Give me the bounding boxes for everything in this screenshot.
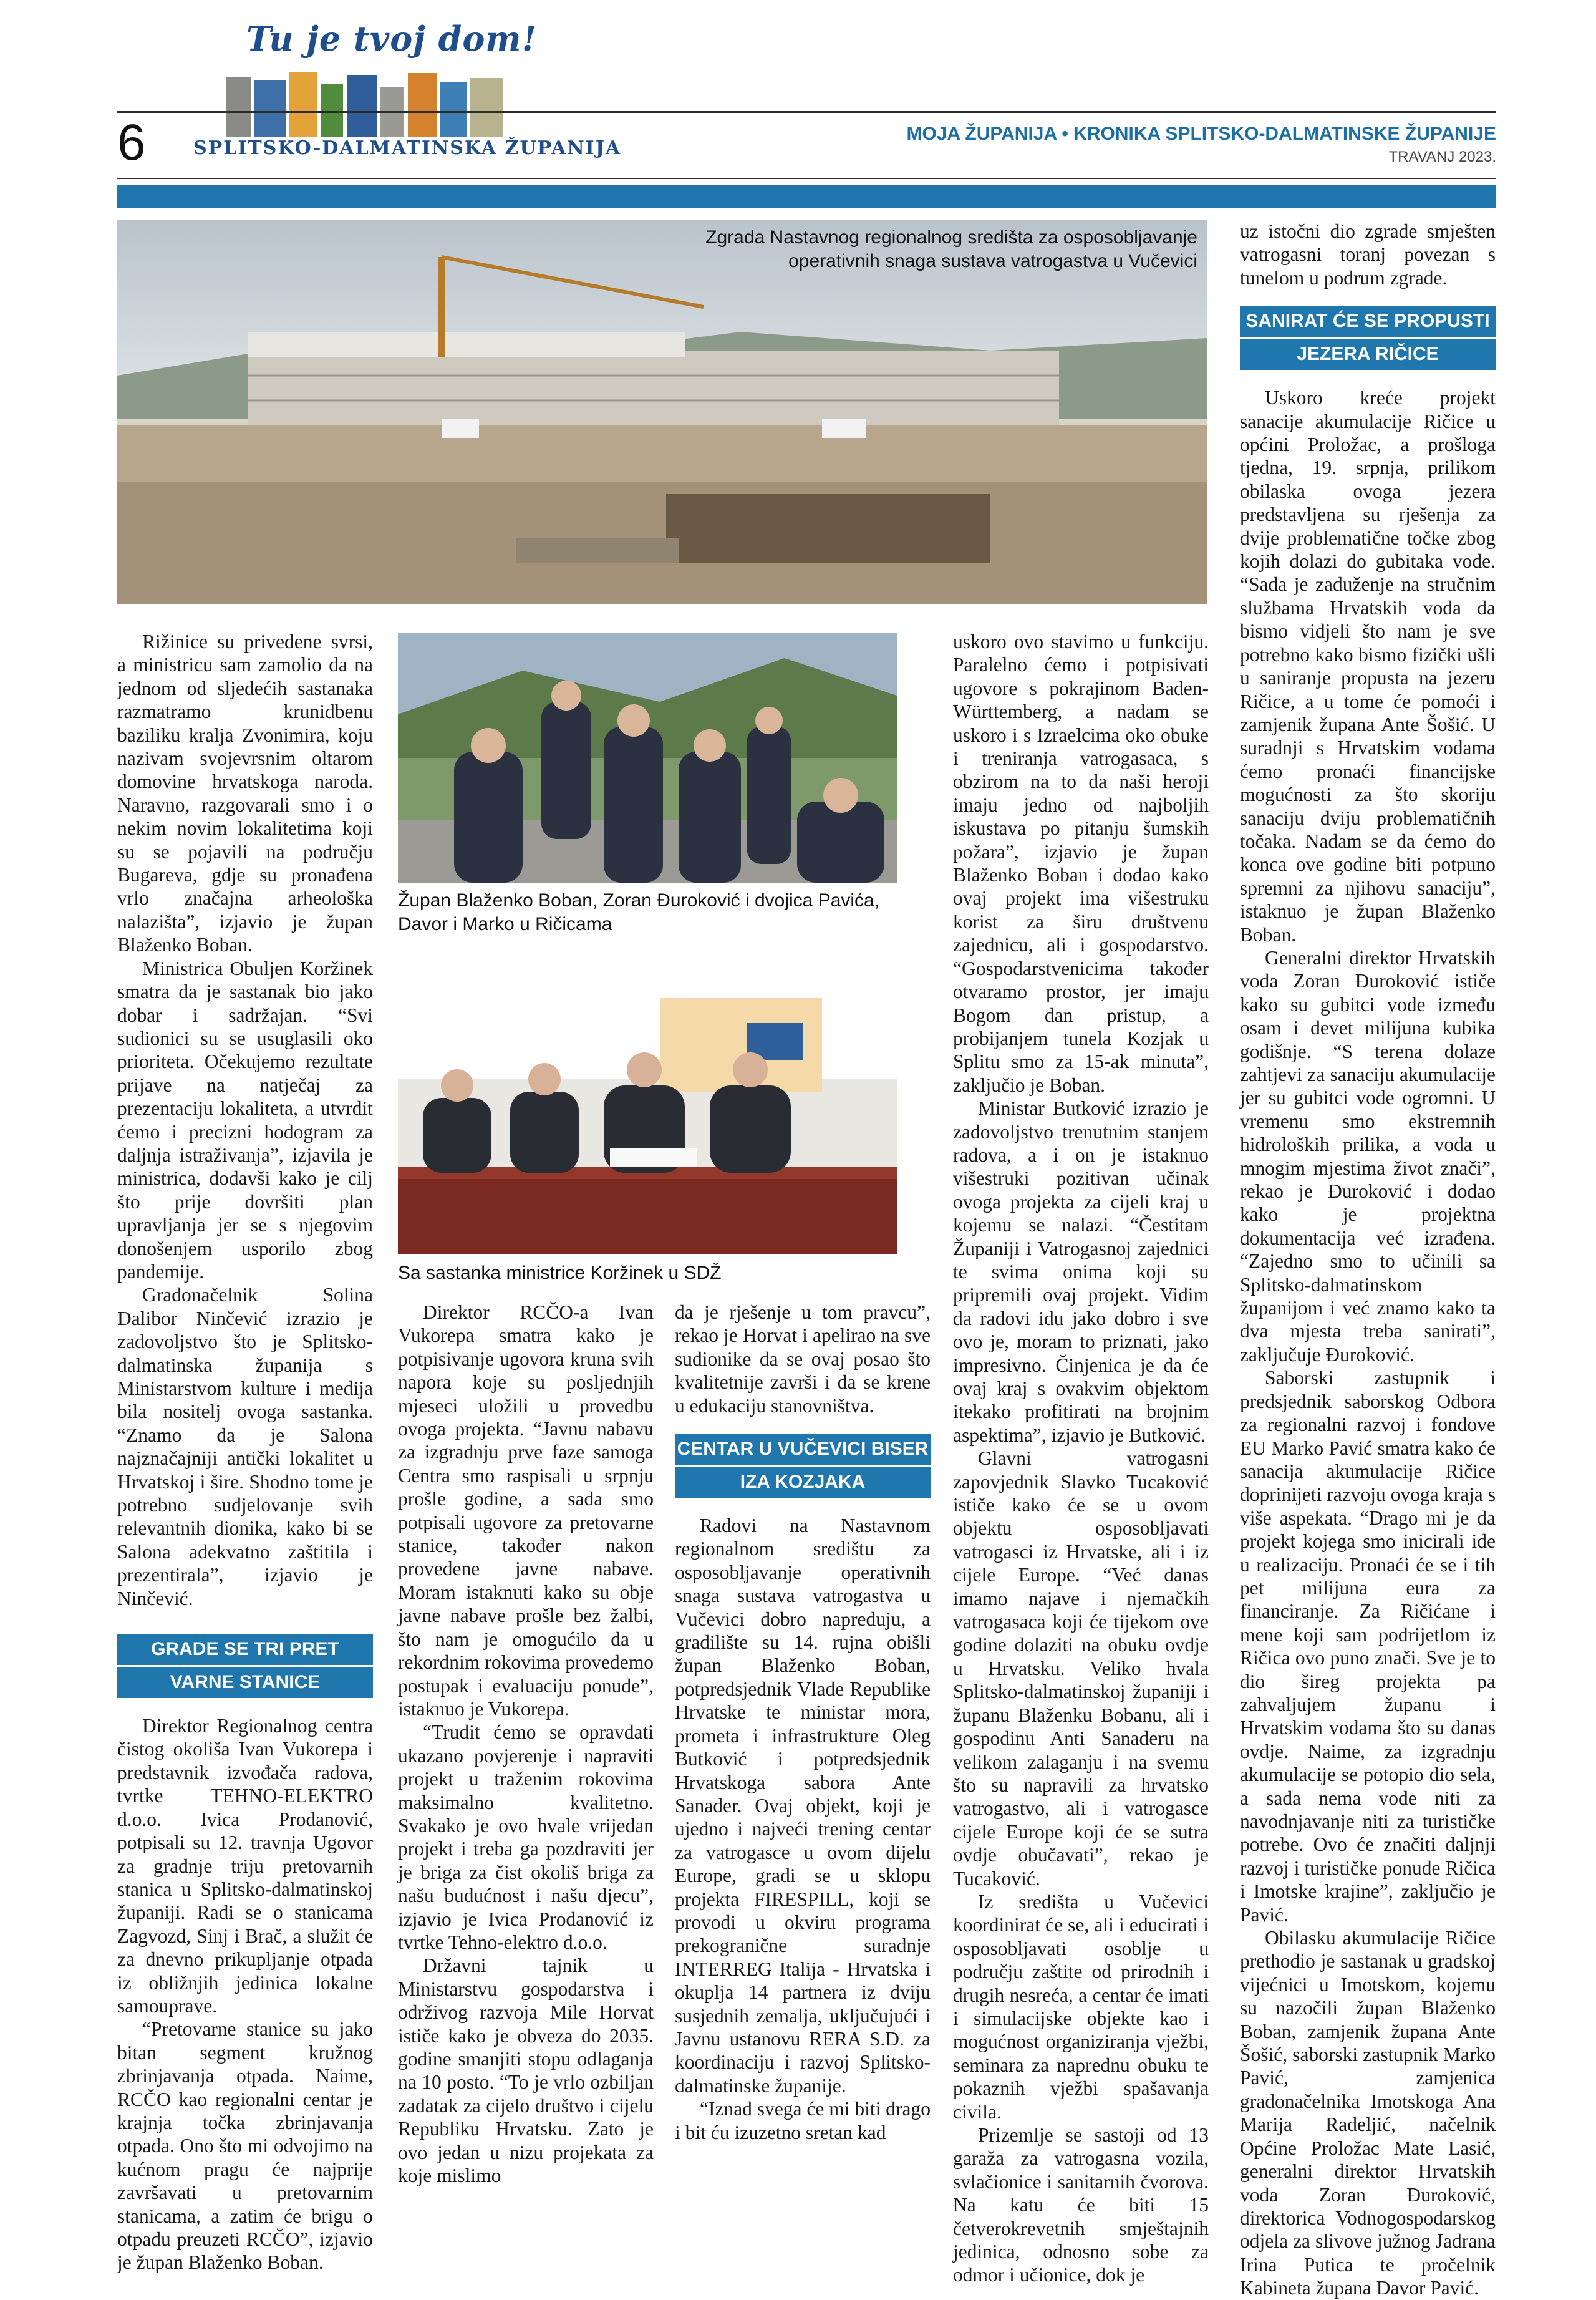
header-info	[906, 124, 1496, 166]
subheading-box	[117, 1665, 373, 1698]
paragraph: Gradonačelnik Solina Dalibor Ninčević izrazio je zadovoljstvo što je Splitsko-dalmatinska županija s Ministarstvom kulture i medija bila nositelj ovoga sastanka. “Znamo da je Salona najznačajniji antički lokalitet u Hrvatskoj i šire. Shodno tome je potrebno sudjelovanje svih relevantnih dionika, kako bi se Salona adekvatno zaštitila i prezentirala”, izjavio je Ninčević.	[117, 1284, 373, 1609]
paragraph: Iz središta u Vučevici koordinirat će se, ali i educirati i osposobljavati osoblje u području zaštite od prirodnih i drugih nesreća, a centar će imati i simulacijske objekte kao i mogućnost organiziranja vježbi, seminara za naprednu obuku te pokaznih vježbi spašavanja civila.	[953, 1890, 1209, 2123]
meeting-image	[398, 986, 897, 1254]
subheading-box	[1240, 306, 1496, 337]
construction-site-image	[117, 220, 1207, 604]
paragraph: Uskoro kreće projekt sanacije akumulacije Ričice u općini Proložac, a prošloga tjedna, 19. srpnja, prilikom obilaska ovoga jezera predstavljena su rješenja za dvije problematične točke zbog kojih dolazi do gubitaka vode. “Sada je zaduženje na stručnim službama Hrvatskih voda da bismo vidjeli što nam je sve potrebno kako bismo fizički ušli u saniranje propusta na jezeru Ričice, a u tome će pomoći i zamjenik župana Ante Šošić. U suradnji s Hrvatskim vodama ćemo pronaći financijske mogućnosti za što skoriju sanaciju dviju problematičnih točaka. Nadam se da ćemo do konca ove godine biti potpuno spremni za njihovu sanaciju”, istaknuo je župan Blaženko Boban.	[1240, 387, 1496, 946]
article-column-4	[953, 630, 1209, 2287]
subheading-line: VARNE STANICE	[170, 1672, 321, 1693]
paragraph: Rižinice su privedene svrsi, a ministricu sam zamolio da na jednom od sljedećih sastanaka razmatramo krunidbenu baziliku kralja Zvonimira, koju nazivam svojevrsnim oltarom domovine hrvatskoga naroda. Naravno, razgovarali smo i o nekim novim lokalitetima koji su se pojavili na području Bugareva, gdje su pronađena vrlo značajna arheološka nalazišta”, izjavio je župan Blaženko Boban.	[117, 631, 373, 956]
subheading-box	[1240, 337, 1496, 370]
issue-date: TRAVANJ 2023.	[1388, 148, 1496, 165]
paragraph: “Trudit ćemo se opravdati ukazano povjerenje i napraviti projekt u traženim rokovima maksimalno kvalitetno. Svakako je ovo hvale vrijedan projekt i treba ga pozdraviti jer je briga za čist okoliš briga za našu budućnost i našu djecu”, izjavio je Ivica Prodanović iz tvrtke Tehno-elektro d.o.o.	[398, 1721, 654, 1953]
paragraph: Generalni direktor Hrvatskih voda Zoran Đuroković ističe kako su gubitci vode između osam i devet milijuna kubika godišnje. “S terena dolaze zahtjevi za sanaciju akumulacije jer su gubitci vode ogromni. U vremenu smo ekstremnih hidroloških prilika, a voda u mnogim mjestima život znači”, rekao je Đuroković i dodao kako je projektna dokumentacija već izrađena. “Zajedno smo to učinili sa Splitsko-dalmatinskom županijom i već znamo kako ta dva mjesta treba sanirati”, zaključuje Đuroković.	[1240, 946, 1496, 1366]
header-color-band	[117, 185, 1496, 208]
subheading-line: CENTAR U VUČEVICI BISER	[677, 1439, 929, 1460]
subheading-line: GRADE SE TRI PRET	[151, 1639, 339, 1660]
paragraph: Obilasku akumulacije Ričice prethodio je sastanak u gradskoj vijećnici u Imotskom, kojemu su nazočili župan Blaženko Boban, zamjenik župana Ante Šošić, saborski zastupnik Marko Pavić, zamjenica gradonačelnika Imotskoga Ana Marija Radeljić, načelnik Općine Proložac Mate Lasić, generalni direktor Hrvatskih voda Zoran Đuroković, direktorica Vodnogospodarskog odjela za slivove južnog Jadrana Irina Putica te pročelnik Kabineta župana Davor Pavić.	[1240, 1927, 1496, 2299]
article-column-5	[1240, 220, 1496, 2300]
section-title: MOJA ŽUPANIJA • KRONIKA SPLITSKO-DALMATINSKE ŽUPANIJE	[906, 124, 1496, 144]
meeting-photo	[398, 986, 897, 1254]
subheading-line: SANIRAT ĆE SE PROPUSTI	[1245, 311, 1490, 332]
officials-visit-image	[398, 633, 897, 883]
paragraph: Prizemlje se sastoji od 13 garaža za vatrogasna vozila, svlačionice i sanitarnih čvorova. Na katu će biti 15 četverokrevetnih smještajnih jedinica, odnosno sobe za odmor i učionice, dok je	[953, 2124, 1209, 2286]
header-rule-top	[117, 111, 1496, 113]
article-column-1	[117, 630, 373, 2274]
masthead-slogan: Tu je tvoj dom!	[246, 19, 538, 59]
group-photo-caption: Župan Blaženko Boban, Zoran Đuroković i dvojica Pavića, Davor i Marko u Ričicama	[398, 890, 880, 934]
group-photo	[398, 633, 897, 883]
article-column-3	[675, 1301, 931, 2144]
paragraph: da je rješenje u tom pravcu”, rekao je Horvat i apelirao na sve sudionike da se ovaj posao što kvalitetnije završi i da se krene u edukaciju stanovništva.	[675, 1301, 931, 1417]
page-number: 6	[117, 114, 146, 171]
masthead-county: SPLITSKO-DALMATINSKA ŽUPANIJA	[193, 137, 622, 159]
paragraph: Direktor RCČO-a Ivan Vukorepa smatra kako je potpisivanje ugovora kruna svih napora koje su posljednjih mjeseci uložili u provedbu ovoga projekta. “Javnu nabavu za izgradnju prve faze samoga Centra smo raspisali u srpnju prošle godine, a sada smo potpisali ugovore za pretovarne stanice, također nakon provedene javne nabave. Moram istaknuti kako su obje javne nabave prošle bez žalbi, što nam je omogućilo da u rekordnim rokovima provedemo postupak i evaluaciju ponude”, istaknuo je Vukorepa.	[398, 1301, 654, 1720]
paragraph: uz istočni dio zgrade smješten vatrogasni toranj povezan s tunelom u podrum zgrade.	[1240, 220, 1496, 289]
paragraph: uskoro ovo stavimo u funkciju. Paralelno ćemo i potpisivati ugovore s pokrajinom Baden-Württemberg, a nadam se uskoro i s Izraelcima oko obuke i treniranja vatrogasaca, s obzirom na to da naši heroji imaju jedno od najboljih iskustava po pitanju šumskih požara”, izjavio je župan Blaženko Boban i dodao kako ovaj projekt ima višestruku korist za širu društvenu zajednicu, ali i gospodarstvo. “Gospodarstvenicima također otvaramo prostor, jer imaju Bogom dan pristup, a probijanjem tunela Kozjak u Splitu smo za 15-ak minuta”, zaključio je Boban.	[953, 631, 1209, 1096]
county-logo-graphic	[226, 72, 503, 137]
paragraph: Glavni vatrogasni zapovjednik Slavko Tucaković ističe kako će se u ovom objektu osposobljavati vatrogasci iz Hrvatske, ali i iz cijele Europe. “Već danas imamo najave i njemačkih vatrogasaca koji će tijekom ove godine dolaziti na obuku ovdje u Hrvatsku. Veliko hvala Splitsko-dalmatinskoj županiji i županu Blaženku Bobanu, ali i gospodinu Anti Sanaderu na velikom zalaganju i na svemu što su napravili za hrvatsko vatrogastvo, ali i vatrogasce cijele Europe koji će se sutra ovdje obučavati”, rekao je Tucaković.	[953, 1447, 1209, 1890]
paragraph: “Pretovarne stanice su jako bitan segment kružnog zbrinjavanja otpada. Naime, RCČO kao regionalni centar je krajnja točka zbrinjavanja otpada. Ono što mi odvojimo na kućnom pragu će najprije završavati u pretovarnim stanicama, a zatim će brigu o otpadu preuzeti RCČO”, izjavio je župan Blaženko Boban.	[117, 2018, 373, 2274]
paragraph: Ministar Butković izrazio je zadovoljstvo trenutnim stanjem radova, a i on je istaknuo višestruki pozitivan učinak ovoga projekta za cijeli kraj u kojemu se nalazi. “Čestitam Županiji i Vatrogasnoj zajednici te svima onima koji su pripremili ovaj projekt. Vidim da radovi idu jako dobro i sve ovo je, moram to priznati, jako impresivno. Činjenica je da će ovaj kraj s ovakvim objektom itekako profitirati na brojnim aspektima”, izjavio je Butković.	[953, 1097, 1209, 1446]
meeting-photo-caption: Sa sastanka ministrice Koržinek u SDŽ	[398, 1263, 722, 1283]
subheading-box	[675, 1434, 931, 1465]
subheading-line: IZA KOZJAKA	[740, 1472, 866, 1493]
paragraph: Državni tajnik u Ministarstvu gospodarstva i održivog razvoja Mile Horvat ističe kako je obveza do 2035. godine smanjiti stopu odlaganja na 10 posto. “To je vrlo ozbiljan zadatak za cijelo društvo i cijelu Republiku Hrvatsku. Zato je ovo jedan u nizu projekata za koje mislimo	[398, 1954, 654, 2187]
article-column-2	[398, 1301, 654, 2187]
main-photo-caption: Zgrada Nastavnog regionalnog središta za osposobljavanje operativnih snaga sustava vatrogastva u Vučevici	[705, 227, 1197, 271]
paragraph: “Iznad svega će mi biti drago i bit ću izuzetno sretan kad	[675, 2098, 931, 2143]
subheading-box	[117, 1634, 373, 1665]
paragraph: Ministrica Obuljen Koržinek smatra da je sastanak bio jako dobar i sadržajan. “Svi sudionici su se usuglasili oko prioriteta. Očekujemo rezultate prijave na natječaj za prezentaciju lokaliteta, a utvrdit ćemo i precizni hodogram za daljnja istraživanja”, izjavila je ministrica, dodavši kako je cilj što prije dovršiti plan upravljanja jer se s njegovim donošenjem usporilo zbog pandemije.	[117, 957, 373, 1283]
paragraph: Direktor Regionalnog centra čistog okoliša Ivan Vukorepa i predstavnik izvođača radova, tvrtke TEHNO-ELEKTRO d.o.o. Ivica Prodanović, potpisali su 12. travnja Ugovor za gradnje triju pretovarnih stanica u Splitsko-dalmatinskoj županiji. Radi se o stanicama Zagvozd, Sinj i Brač, a služit će za dnevno prikupljanje otpada iz obližnjih jedinica lokalne samouprave.	[117, 1715, 373, 2017]
subheading-box	[675, 1465, 931, 1498]
paragraph: Saborski zastupnik i predsjednik saborskog Odbora za regionalni razvoj i fondove EU Marko Pavić smatra kako će sanacija akumulacije Ričice doprinijeti razvoju ovoga kraja s više aspekata. “Drago mi je da projekt kojega smo inicirali ide u realizaciju. Pronaći će se i tih pet milijuna eura za financiranje. Za Ričićane i mene koji sam podrijetlom iz Ričica ovo puno znači. Sve je to dio šireg projekta pa zahvaljujem županu i Hrvatskim vodama što su danas ovdje. Naime, za izgradnju akumulacije se potopio dio sela, a sada nema vode niti za navodnjavanje niti za turističke potrebe. Ovo će značiti daljnji razvoj i turističke ponude Ričica i Imotske krajine”, zaključio je Pavić.	[1240, 1367, 1496, 1926]
paragraph: Radovi na Nastavnom regionalnom središtu za osposobljavanje operativnih snaga sustava vatrogastva u Vučevici dobro napreduju, a gradilište su 14. rujna obišli župan Blaženko Boban, potpredsjednik Vlade Republike Hrvatske te ministar mora, prometa i infrastrukture Oleg Butković i potpredsjednik Hrvatskoga sabora Ante Sanader. Ovaj objekt, koji je ujedno i najveći trening centar za vatrogasce u ovom dijelu Europe, gradi se u sklopu projekta FIRESPILL, koji se provodi u okviru programa prekogranične suradnje INTERREG Italija - Hrvatska i okuplja 14 partnera iz dviju susjednih zemalja, uključujući i Javnu ustanovu RERA S.D. za koordinaciju i razvoj Splitsko-dalmatinske županije.	[675, 1515, 931, 2097]
header-rule-bottom	[117, 178, 1496, 179]
subheading-line: JEZERA RIČICE	[1297, 344, 1439, 365]
main-photo	[117, 220, 1207, 604]
